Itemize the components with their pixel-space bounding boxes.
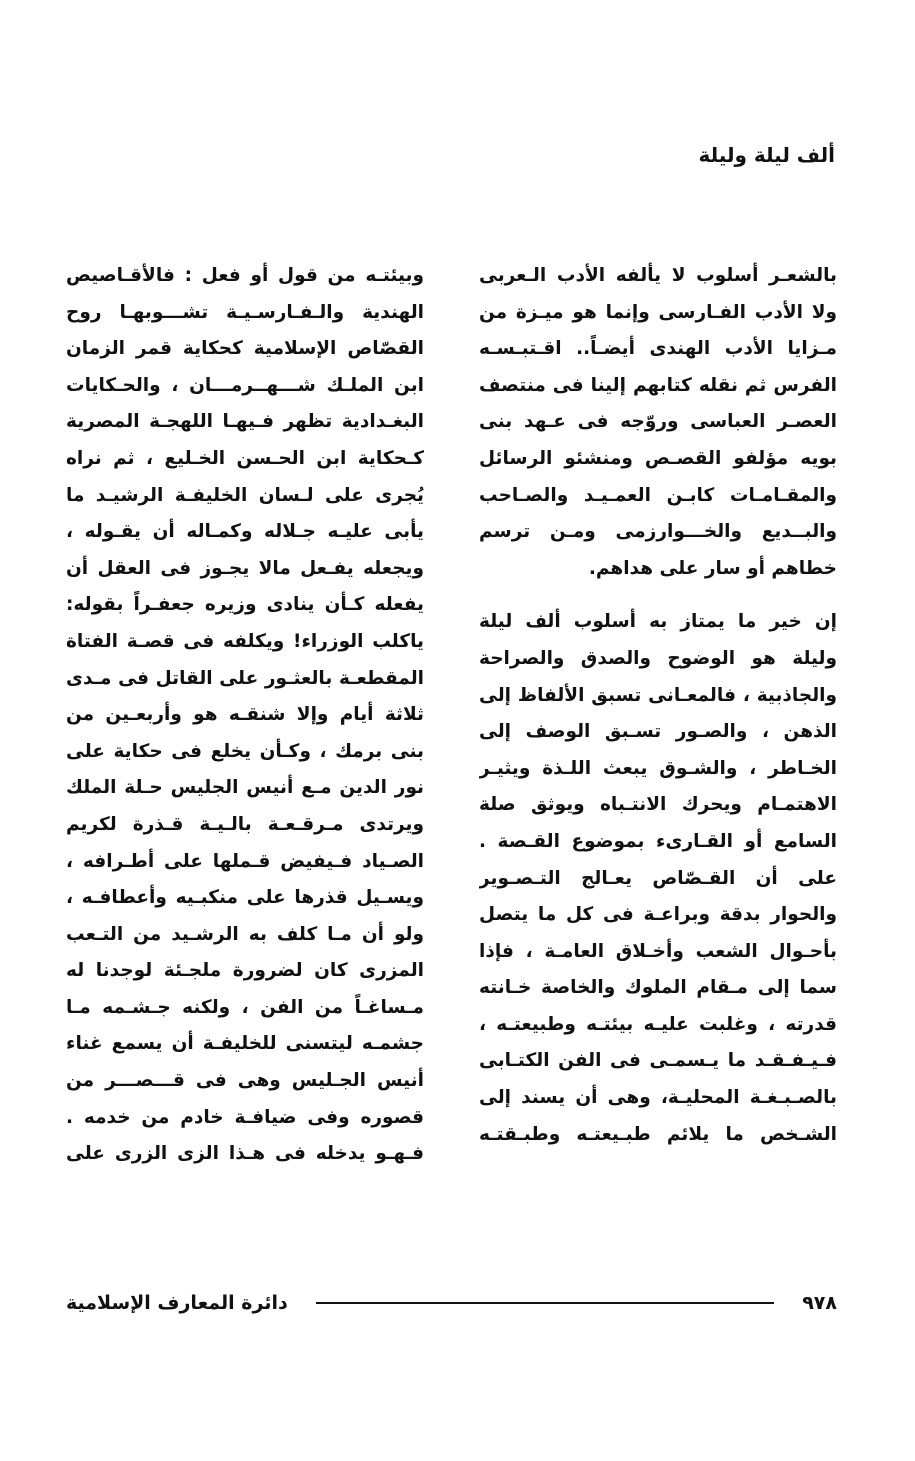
text-line: قدرته ، وغلبت عليـه بيئتـه وطبيعتـه ، <box>479 1013 837 1035</box>
text-line: سما إلى مـقام الملوك والخاصة خـانته <box>479 977 837 999</box>
text-line: كـحكاية ابن الحـسن الخـليع ، ثم نراه <box>66 447 424 469</box>
text-line: قصوره وفى ضيافـة خادم من خدمه . <box>66 1106 424 1128</box>
text-line: مـزايا الأدب الهندى أيضـاً.. اقـتبـسـه <box>479 338 837 360</box>
text-line: الخـاطر ، والشـوق يبعث اللـذة ويثيـر <box>479 757 837 779</box>
text-line: إن خير ما يمتاز به أسلوب ألف ليلة <box>479 611 837 633</box>
text-line: المزرى كان لضرورة ملجـئة لوجدنا له <box>66 960 424 982</box>
text-line: بالصـبـغـة المحليـة، وهى أن يسند إلى <box>479 1087 837 1109</box>
text-line: الفرس ثم نقله كتابهم إلينا فى منتصف <box>479 374 837 396</box>
text-line: ياكلب الوزراء! ويكلفه فى قصـة الفتاة <box>66 630 424 652</box>
running-header: ألف ليلة وليلة <box>698 143 835 167</box>
text-line: خطاهم أو سار على هداهم. <box>588 557 837 579</box>
text-line: الشـخص ما يلائم طبـيعتـه وطبـقتـه <box>479 1123 837 1145</box>
text-line: ويسـيل قذرها على منكبـيه وأعطافـه ، <box>66 887 424 909</box>
text-line: البغـدادية تظهر فـيهـا اللهجـة المصرية <box>66 411 424 433</box>
text-line: الصـياد فـيفيض قـملها على أطـرافه ، <box>66 850 424 872</box>
text-line: والحوار بدقة وبراعـة فى كل ما يتصل <box>479 904 837 926</box>
page-footer <box>66 1288 837 1318</box>
text-line: القصّاص الإسلامية كحكاية قمر الزمان <box>66 338 424 360</box>
text-line: مـساغـاً من الفن ، ولكنه جـشـمه مـا <box>66 996 424 1018</box>
page-number: ٩٧٨ <box>802 1292 837 1314</box>
text-line: ولو أن مـا كلف به الرشـيد من التـعب <box>66 923 424 945</box>
text-line: فـيـفـقـد ما يـسمـى فى الفن الكتـابى <box>479 1050 837 1072</box>
text-line: المقطعـة بالعثـور على القاتل فى مـدى <box>66 667 424 689</box>
text-line: ابن الملـك شـــهــرمـــان ، والحـكايات <box>66 374 424 396</box>
text-column-right <box>479 258 837 1153</box>
text-line: بالشعـر أسلوب لا يألفه الأدب الـعربى <box>479 265 837 286</box>
text-line: ويجعله يفـعل مالا يجـوز فى العقل أن <box>66 557 424 579</box>
footer-rule <box>316 1302 774 1304</box>
text-line: يُجرى على لـسان الخليفـة الرشيـد ما <box>66 484 424 506</box>
text-line: يأبى عليـه جـلاله وكمـاله أن يقـوله ، <box>66 521 424 543</box>
text-line: ثلاثة أيام وإلا شنقـه هو وأربعـين من <box>66 704 424 726</box>
text-line: بويه مؤلفو القصـص ومنشئو الرسائل <box>479 447 837 469</box>
text-line: بنى برمك ، وكـأن يخلع فى حكاية على <box>66 740 424 762</box>
text-line: جشمـه ليتسنى للخليفـة أن يسمع غناء <box>66 1033 424 1055</box>
text-column-left <box>66 258 424 1173</box>
text-line: الذهن ، والصـور تسـبق الوصف إلى <box>479 721 837 743</box>
text-line: فـهـو يدخله فى هـذا الزى الزرى على <box>66 1143 424 1165</box>
text-line: الهندية والـفـارسـيـة تشـــوبهـا روح <box>66 301 424 323</box>
text-line: يفعله كـأن ينادى وزيره جعفـراً بقوله: <box>66 594 424 616</box>
text-line: والجاذبية ، فالمعـانى تسبق الألفاظ إلى <box>479 684 837 706</box>
text-line: العصـر العباسى وروّجه فى عـهد بنى <box>479 411 837 433</box>
text-line: أنيس الجـليس وهى فى قـــصـــر من <box>66 1070 424 1092</box>
text-line: وليلة هو الوضوح والصدق والصراحة <box>479 647 837 669</box>
paragraph-1 <box>479 258 837 587</box>
text-line: ولا الأدب الفـارسى وإنما هو ميـزة من <box>479 301 837 323</box>
paragraph-2 <box>479 604 837 1153</box>
text-line: السامع أو القـارىء بموضوع القـصة . <box>479 830 837 852</box>
text-line: بأحـوال الشعب وأخـلاق العامـة ، فإذا <box>479 940 837 962</box>
text-line: نور الدين مـع أنيس الجليس حـلة الملك <box>66 777 424 799</box>
text-line: ويرتدى مـرقـعـة بالـيـة قـذرة لكريم <box>66 813 424 835</box>
paragraph-gap <box>479 587 837 604</box>
text-line: على أن القـصّاص يعـالج التـصـوير <box>479 867 837 889</box>
text-line: والبــديع والخـــوارزمى ومـن ترسم <box>479 521 837 543</box>
text-line: وبيئتـه من قول أو فعل : فالأقـاصيص <box>66 265 424 286</box>
text-line: الاهتمـام ويحرك الانتـباه ويوثق صلة <box>479 794 837 816</box>
text-line: والمقـامـات كابـن العمـيـد والصـاحب <box>479 484 837 506</box>
publication-title: دائرة المعارف الإسلامية <box>66 1292 288 1314</box>
